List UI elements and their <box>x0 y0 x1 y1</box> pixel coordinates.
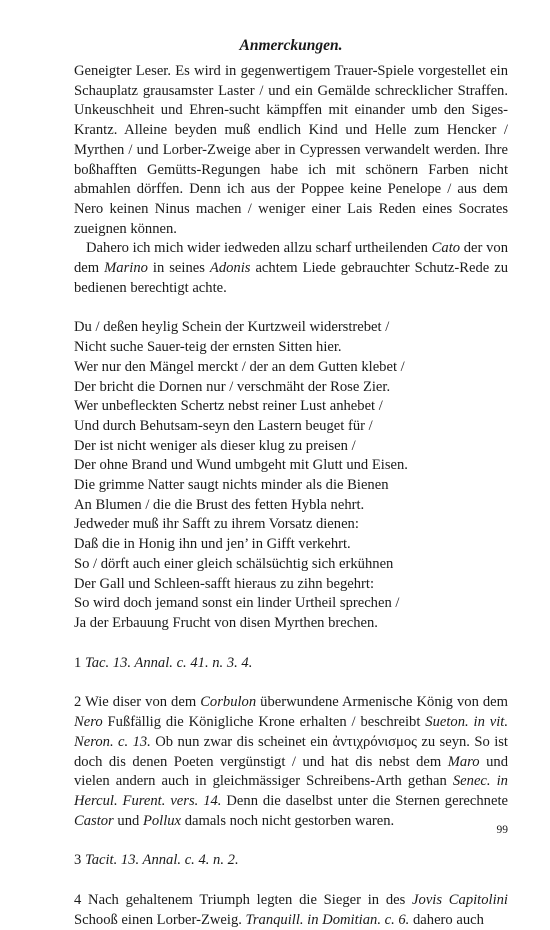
text-run: und <box>113 812 143 829</box>
verse-line: Der ohne Brand und Wund umbgeht mit Glutt und Eisen. <box>74 457 408 474</box>
ref-tranquill: Tranquill. in Domitian. c. 6. <box>245 911 410 928</box>
text-run: Denn die daselbst unter die Sternen gerechnete <box>221 792 508 809</box>
verse-line: Jedweder muß ihr Safft zu ihrem Vorsatz dienen: <box>74 516 359 533</box>
verse-line: Der Gall und Schleen-safft hieraus zu zihn begehrt: <box>74 575 375 592</box>
verse-line: So wird doch jemand sonst ein linder Urtheil sprechen / <box>74 595 400 612</box>
note-reference: Tacit. 13. Annal. c. 4. n. 2. <box>84 852 239 869</box>
text-run: 4 Nach gehaltenem Triumph legten die Sieger in des <box>74 892 413 909</box>
footnote-2 <box>74 693 508 831</box>
text-run: damals noch nicht gestorben waren. <box>181 812 395 829</box>
ref-sueton: Sueton. in vit. Neron. c. 13. <box>74 714 508 750</box>
verse-line: Ja der Erbauung Frucht von disen Myrthen brechen. <box>74 614 378 631</box>
text-run: in seines <box>147 260 210 277</box>
text-run: 2 Wie diser von dem <box>74 694 201 711</box>
text-run: und vielen andern auch in gleichmässiger Schreibens-Arth gethan <box>74 753 508 790</box>
name-pollux: Pollux <box>142 812 182 829</box>
page-heading: Anmerckungen. <box>239 37 343 54</box>
text-run: Fußfällig die Königliche Krone erhalten / beschreibt <box>102 714 426 731</box>
name-corbulon: Corbulon <box>200 694 257 711</box>
verse-line: Nicht suche Sauer-teig der ernsten Sitten hier. <box>74 339 342 356</box>
text-run: achtem Liede gebrauchter Schutz-Rede zu bedienen berechtigt achte. <box>74 260 508 296</box>
verse-line: Daß die in Honig ihn und jen’ in Gifft verkehrt. <box>74 536 351 553</box>
name-jovis: Jovis Capitolini <box>412 892 508 909</box>
verse-line: Du / deßen heylig Schein der Kurtzweil widerstrebet / <box>74 319 390 336</box>
name-castor: Castor <box>74 812 114 829</box>
note-number: 1 <box>74 654 85 671</box>
name-maro: Maro <box>447 753 480 770</box>
defense-paragraph <box>74 239 508 298</box>
page-number: 99 <box>496 824 508 836</box>
verse-line: So / dörft auch einer gleich schälsüchtig sich erkühnen <box>74 555 394 572</box>
verse-line: Wer unbefleckten Schertz nebst reiner Lust anhebet / <box>74 398 383 415</box>
name-nero: Nero <box>74 714 103 731</box>
preface-paragraph: Geneigter Leser. Es wird in gegenwertigem Trauer-Spiele vorgestellet ein Schauplatz grausamster Laster / und ein Gemälde schrecklicher Straffen. Unkeuschheit und Ehren-sucht kämpffen mit einander umb den Siges-Krantz. Alleine beyden muß endlich Kind und Helle zum Hencker / Myrthen / und Lorber-Zweige aber in Cypressen verwandelt werden. Ihre boßhafften Gemütts-Regungen habe ich mit schönern Farben nicht abmahlen dörffen. Denn ich aus der Poppee keine Penelope / aus dem Nero keinen Ninus machen / weniger einer Lais Reden eines Socrates zueignen können. <box>74 63 508 237</box>
text-run: der von dem <box>74 240 508 277</box>
footnote-4 <box>74 891 508 930</box>
footnote-3 <box>74 851 508 871</box>
text-run: dahero auch <box>409 911 484 928</box>
text-run: überwundene Armenische König von dem <box>256 694 508 711</box>
text-run: Schooß einen Lorber-Zweig. <box>74 911 246 928</box>
verse-line: Der bricht die Dornen nur / verschmäht der Rose Zier. <box>74 378 391 395</box>
verse-line: An Blumen / die die Brust des fetten Hybla nehrt. <box>74 496 365 513</box>
verse-line: Wer nur den Mängel merckt / der an dem Gutten klebet / <box>74 358 405 375</box>
ref-seneca: Senec. in Hercul. Furent. vers. 14. <box>74 773 508 809</box>
name-cato: Cato <box>431 240 461 257</box>
verse-block <box>74 318 508 633</box>
note-reference: Tac. 13. Annal. c. 41. n. 3. 4. <box>84 654 253 671</box>
verse-line: Der ist nicht weniger als dieser klug zu preisen / <box>74 437 356 454</box>
name-marino: Marino <box>104 260 148 277</box>
note-number: 3 <box>74 852 85 869</box>
verse-line: Die grimme Natter saugt nichts minder als die Bienen <box>74 477 389 494</box>
name-adonis: Adonis <box>209 260 251 277</box>
page-body <box>74 36 508 930</box>
text-run: Ob nun zwar dis scheinet ein ἀντιχρόνισμος zu seyn. So ist doch dis denen Poeten vergünstigt / und hat dis nebst dem <box>74 733 508 770</box>
text-run: Dahero ich mich wider iedweden allzu scharf urtheilenden <box>86 240 432 257</box>
verse-line: Und durch Behutsam-seyn den Lastern beuget für / <box>74 417 373 434</box>
footnote-1 <box>74 654 508 674</box>
